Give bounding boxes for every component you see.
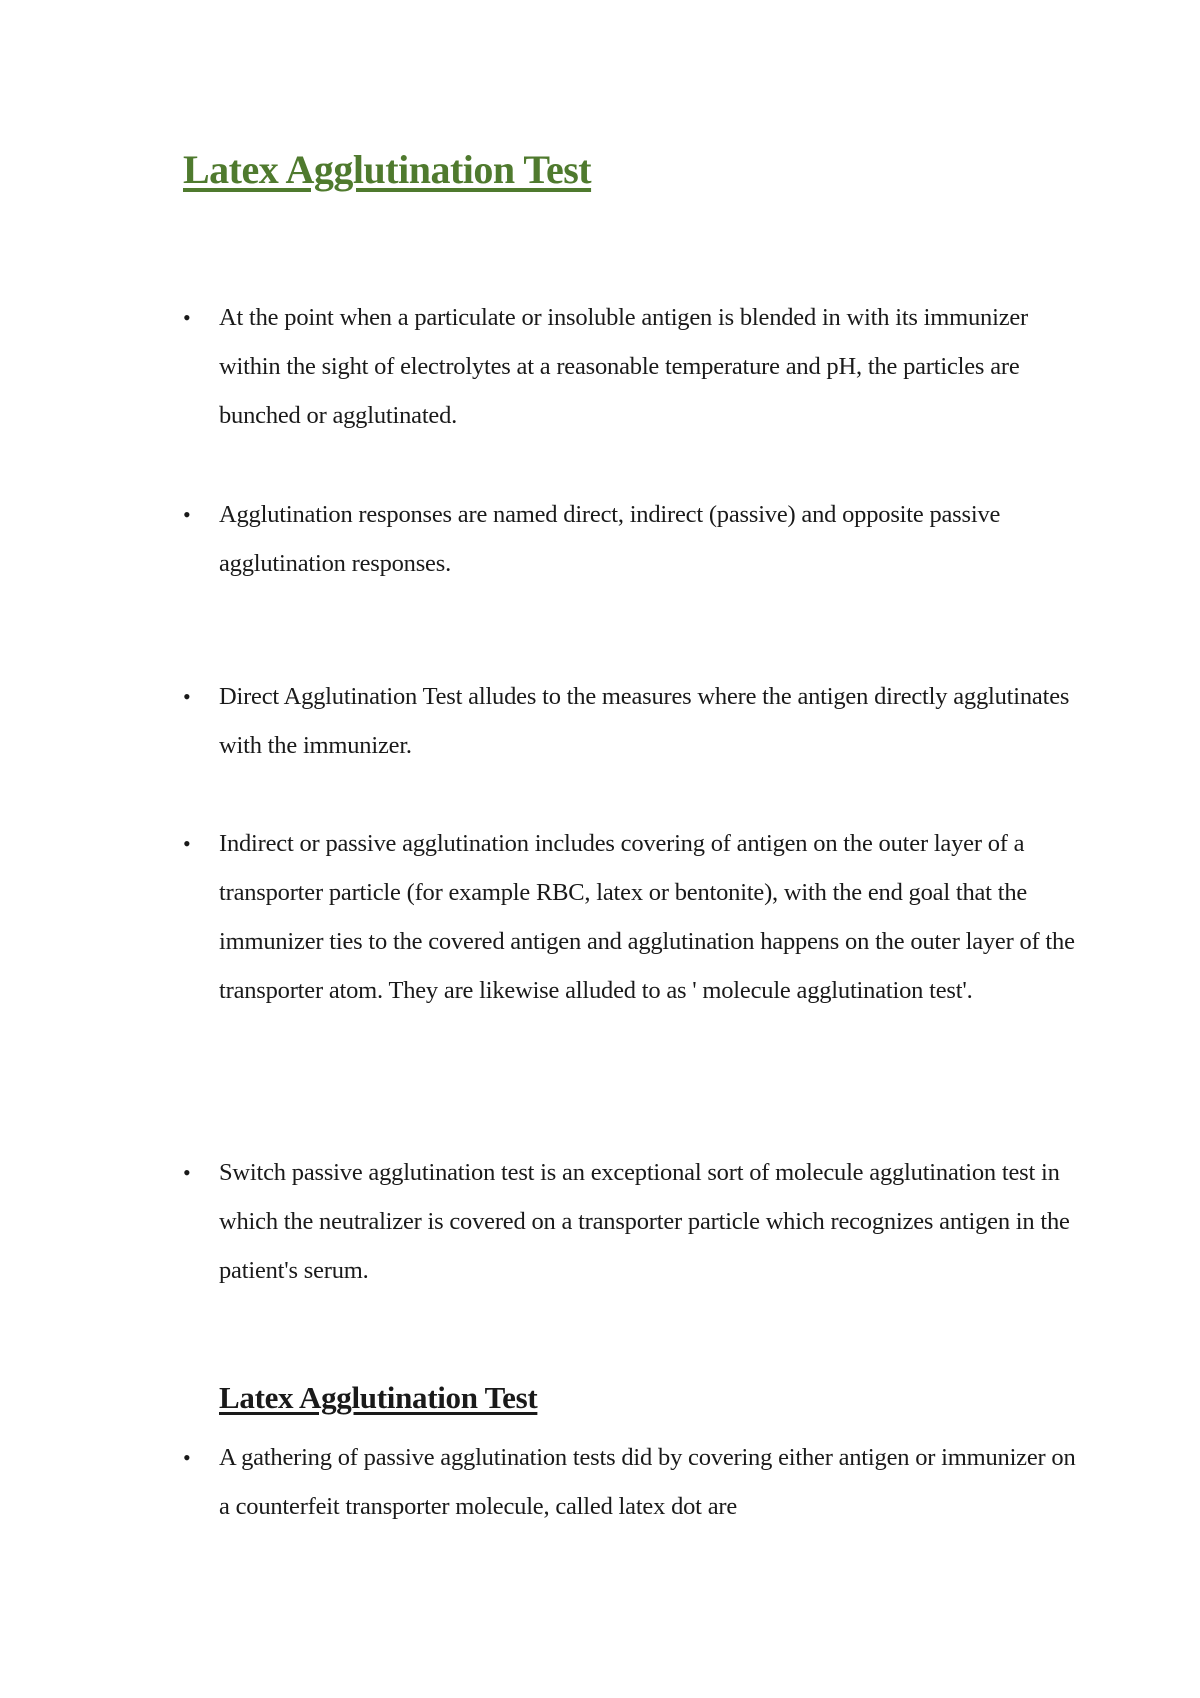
bullet-icon: • [183,1445,191,1470]
list-item-text: At the point when a particulate or insoluble antigen is blended in with its immunizer within the sight of electrolytes at a reasonable temperature and pH, the particles are bunched or agglutinated. [219,304,1029,429]
bullet-icon: • [183,1160,191,1185]
bullet-icon: • [183,831,191,856]
list-item [183,1433,1083,1531]
bullet-icon: • [183,684,191,709]
section-heading: Latex Agglutination Test [219,1380,538,1415]
list-item [183,490,1083,588]
list-item [183,672,1083,770]
bullet-icon: • [183,305,191,330]
list-item-text: Indirect or passive agglutination includes covering of antigen on the outer layer of a transporter particle (for example RBC, latex or bentonite), with the end goal that the immunizer ties to the covered antigen and agglutination happens on the outer layer of the transporter atom. They are likewise alluded to as ' molecule agglutination test'. [219,830,1075,1004]
list-item-text: A gathering of passive agglutination tests did by covering either antigen or immunizer on a counterfeit transporter molecule, called latex dot are [219,1444,1076,1520]
list-item [183,293,1083,440]
list-item [183,819,1083,1015]
list-item-text: Switch passive agglutination test is an exceptional sort of molecule agglutination test in which the neutralizer is covered on a transporter particle which recognizes antigen in the patient's serum. [219,1159,1070,1284]
list-item [183,1148,1083,1295]
bullet-icon: • [183,502,191,527]
page-title: Latex Agglutination Test [183,147,592,192]
list-item-text: Agglutination responses are named direct, indirect (passive) and opposite passive agglutination responses. [219,501,1001,577]
list-item-text: Direct Agglutination Test alludes to the measures where the antigen directly agglutinates with the immunizer. [219,683,1070,759]
